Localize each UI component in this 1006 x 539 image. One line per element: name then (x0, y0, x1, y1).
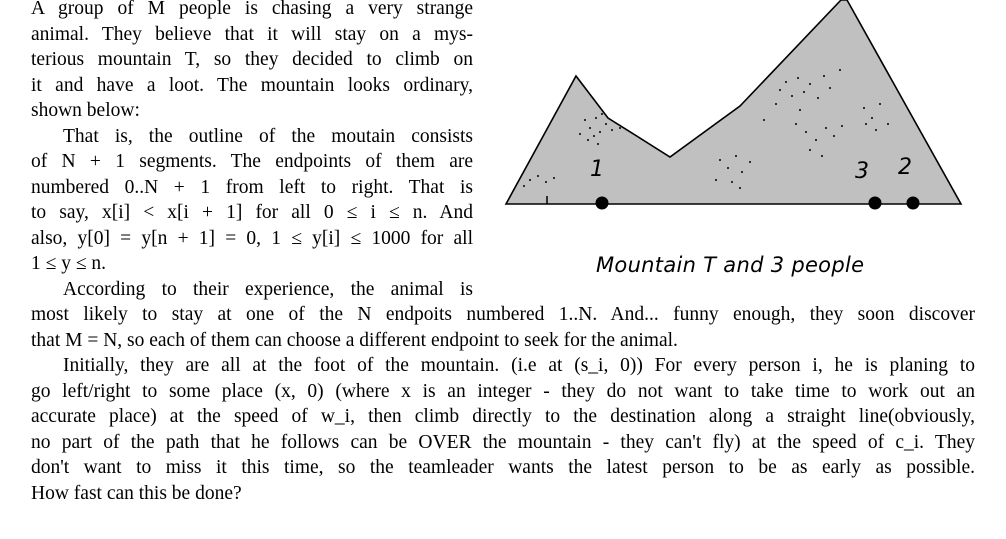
paragraph-line: also, y[0] = y[n + 1] = 0, 1 ≤ y[i] ≤ 1000 for all (31, 227, 473, 249)
paragraph-line: How fast can this be done? (31, 482, 242, 504)
paragraph-line: most likely to stay at one of the N endpoits numbered 1..N. And... funny enough, they soon discover (31, 304, 975, 325)
paragraph-line: of N + 1 segments. The endpoints of them are (31, 151, 473, 172)
person-marker (596, 197, 609, 210)
paragraph-line: numbered 0..N + 1 from left to right. That is (31, 176, 473, 198)
figure-caption: Mountain T and 3 people (596, 253, 865, 277)
paragraph-line: that M = N, so each of them can choose a different endpoint to seek for the animal. (31, 329, 678, 351)
paragraph-line: animal. They believe that it will stay on a mys- (31, 23, 473, 45)
person-marker (907, 197, 920, 210)
paragraph-line: go left/right to some place (x, 0) (where x is an integer - they do not want to take time to work out an (31, 380, 975, 402)
paragraph-line: shown below: (31, 100, 140, 121)
person-marker (869, 197, 882, 210)
paragraph-line: According to their experience, the animal is (63, 278, 473, 300)
full-width-text (31, 302, 975, 506)
paragraph-line: A group of M people is chasing a very strange (31, 0, 473, 19)
paragraph-line: no part of the path that he follows can be OVER the mountain - they can't fly) at the speed of c_i. They (31, 431, 975, 453)
paragraph-line: accurate place) at the speed of w_i, then climb directly to the destination along a straight line(obviously, (31, 406, 975, 427)
left-text-column (31, 0, 473, 302)
paragraph-line: terious mountain T, so they decided to climb on (31, 49, 473, 70)
mountain-outline (506, 0, 961, 204)
person-label: 1 (590, 157, 604, 182)
paragraph-line: don't want to miss it this time, so the teamleader wants the latest person to be as early as possible. (31, 457, 975, 478)
person-label: 2 (898, 155, 912, 180)
paragraph-line: to say, x[i] < x[i + 1] for all 0 ≤ i ≤ n. And (31, 202, 473, 223)
paragraph-line: That is, the outline of the moutain consists (63, 125, 473, 147)
paragraph-line: it and have a loot. The mountain looks ordinary, (31, 74, 473, 96)
paragraph-line: 1 ≤ y ≤ n. (31, 253, 107, 274)
person-label: 3 (855, 159, 869, 184)
paragraph-line: Initially, they are all at the foot of the mountain. (i.e at (s_i, 0)) For every person i, he is planing to (63, 355, 975, 376)
mountain-figure (500, 0, 970, 290)
